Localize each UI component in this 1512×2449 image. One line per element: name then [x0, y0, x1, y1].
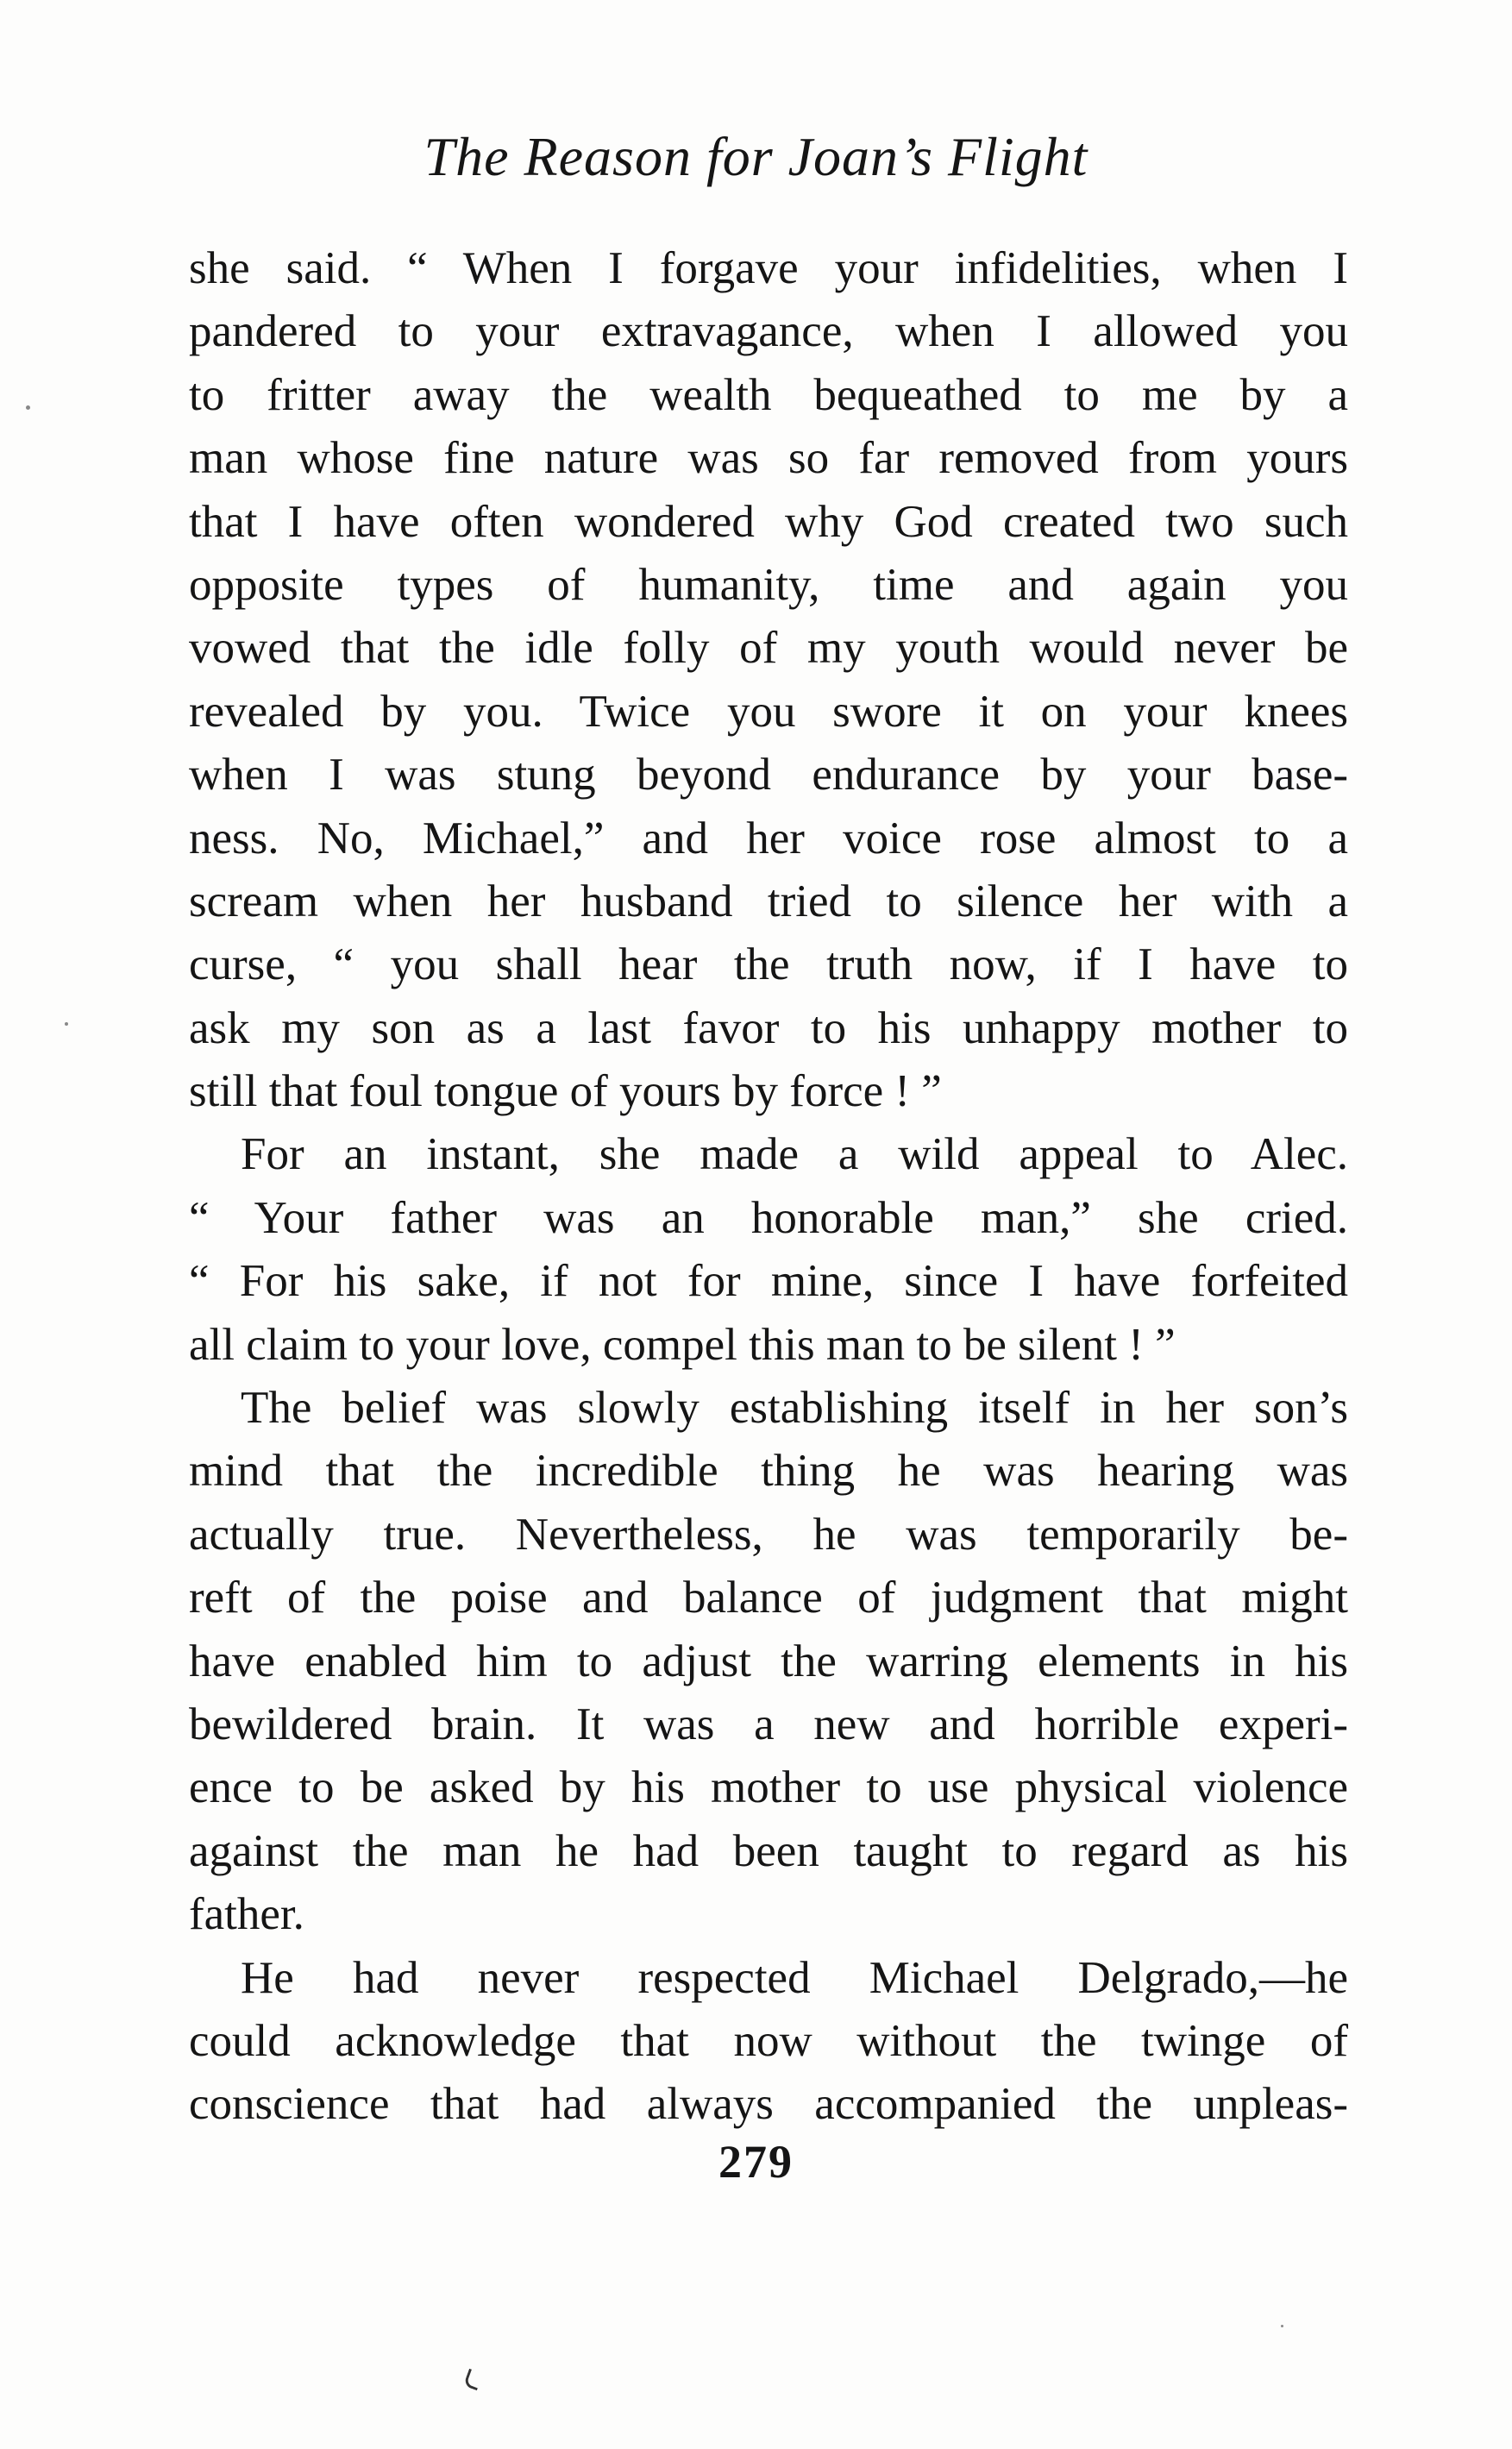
- text-line: she said. “ When I forgave your infidelities, when I: [189, 243, 1348, 293]
- text-line: “ For his sake, if not for mine, since I have forfeited: [189, 1256, 1348, 1307]
- text-line: could acknowledge that now without the twinge of: [189, 2015, 1348, 2066]
- text-line: father.: [189, 1889, 304, 1940]
- text-line: “ Your father was an honorable man,” she cried.: [189, 1192, 1348, 1243]
- text-line: still that foul tongue of yours by force ! ”: [189, 1066, 942, 1117]
- text-line: pandered to your extravagance, when I allowed you: [189, 306, 1348, 357]
- text-line: vowed that the idle folly of my youth would never be: [189, 623, 1348, 674]
- text-line: He had never respected Michael Delgrado,—he: [241, 1952, 1348, 2003]
- paper-speck: [65, 1022, 68, 1026]
- text-line: have enabled him to adjust the warring elements in his: [189, 1636, 1348, 1686]
- body-text: [189, 237, 1348, 2137]
- text-line: ness. No, Michael,” and her voice rose almost to a: [189, 813, 1348, 863]
- text-line: actually true. Nevertheless, he was temporarily be-: [189, 1509, 1348, 1560]
- text-line: bewildered brain. It was a new and horrible experi-: [189, 1699, 1348, 1749]
- page-number: 279: [718, 2136, 794, 2188]
- text-line: ence to be asked by his mother to use physical violence: [189, 1762, 1348, 1813]
- text-line: For an instant, she made a wild appeal to Alec.: [241, 1129, 1348, 1180]
- text-line: all claim to your love, compel this man to be silent ! ”: [189, 1319, 1176, 1370]
- text-line: scream when her husband tried to silence her with a: [189, 876, 1348, 926]
- paper-speck: [1281, 2325, 1283, 2327]
- text-line: against the man he had been taught to regard as his: [189, 1825, 1348, 1876]
- text-line: that I have often wondered why God created two such: [189, 496, 1348, 547]
- running-head: The Reason for Joan’s Flight: [423, 126, 1089, 187]
- paper-speck: [26, 405, 30, 410]
- ink-mark: [463, 2369, 483, 2391]
- text-line: opposite types of humanity, time and again you: [189, 559, 1348, 610]
- text-line: mind that the incredible thing he was hearing was: [189, 1446, 1348, 1497]
- text-line: revealed by you. Twice you swore it on your knees: [189, 686, 1348, 737]
- text-line: to fritter away the wealth bequeathed to me by a: [189, 369, 1348, 420]
- text-line: The belief was slowly establishing itself in her son’s: [241, 1383, 1348, 1434]
- text-line: man whose fine nature was so far removed from yours: [189, 433, 1348, 484]
- text-line: curse, “ you shall hear the truth now, if I have to: [189, 939, 1348, 990]
- text-line: ask my son as a last favor to his unhappy mother to: [189, 1002, 1348, 1053]
- text-line: reft of the poise and balance of judgment that might: [189, 1573, 1348, 1623]
- text-line: conscience that had always accompanied the unpleas-: [189, 2079, 1348, 2130]
- text-line: when I was stung beyond endurance by your base-: [189, 750, 1348, 801]
